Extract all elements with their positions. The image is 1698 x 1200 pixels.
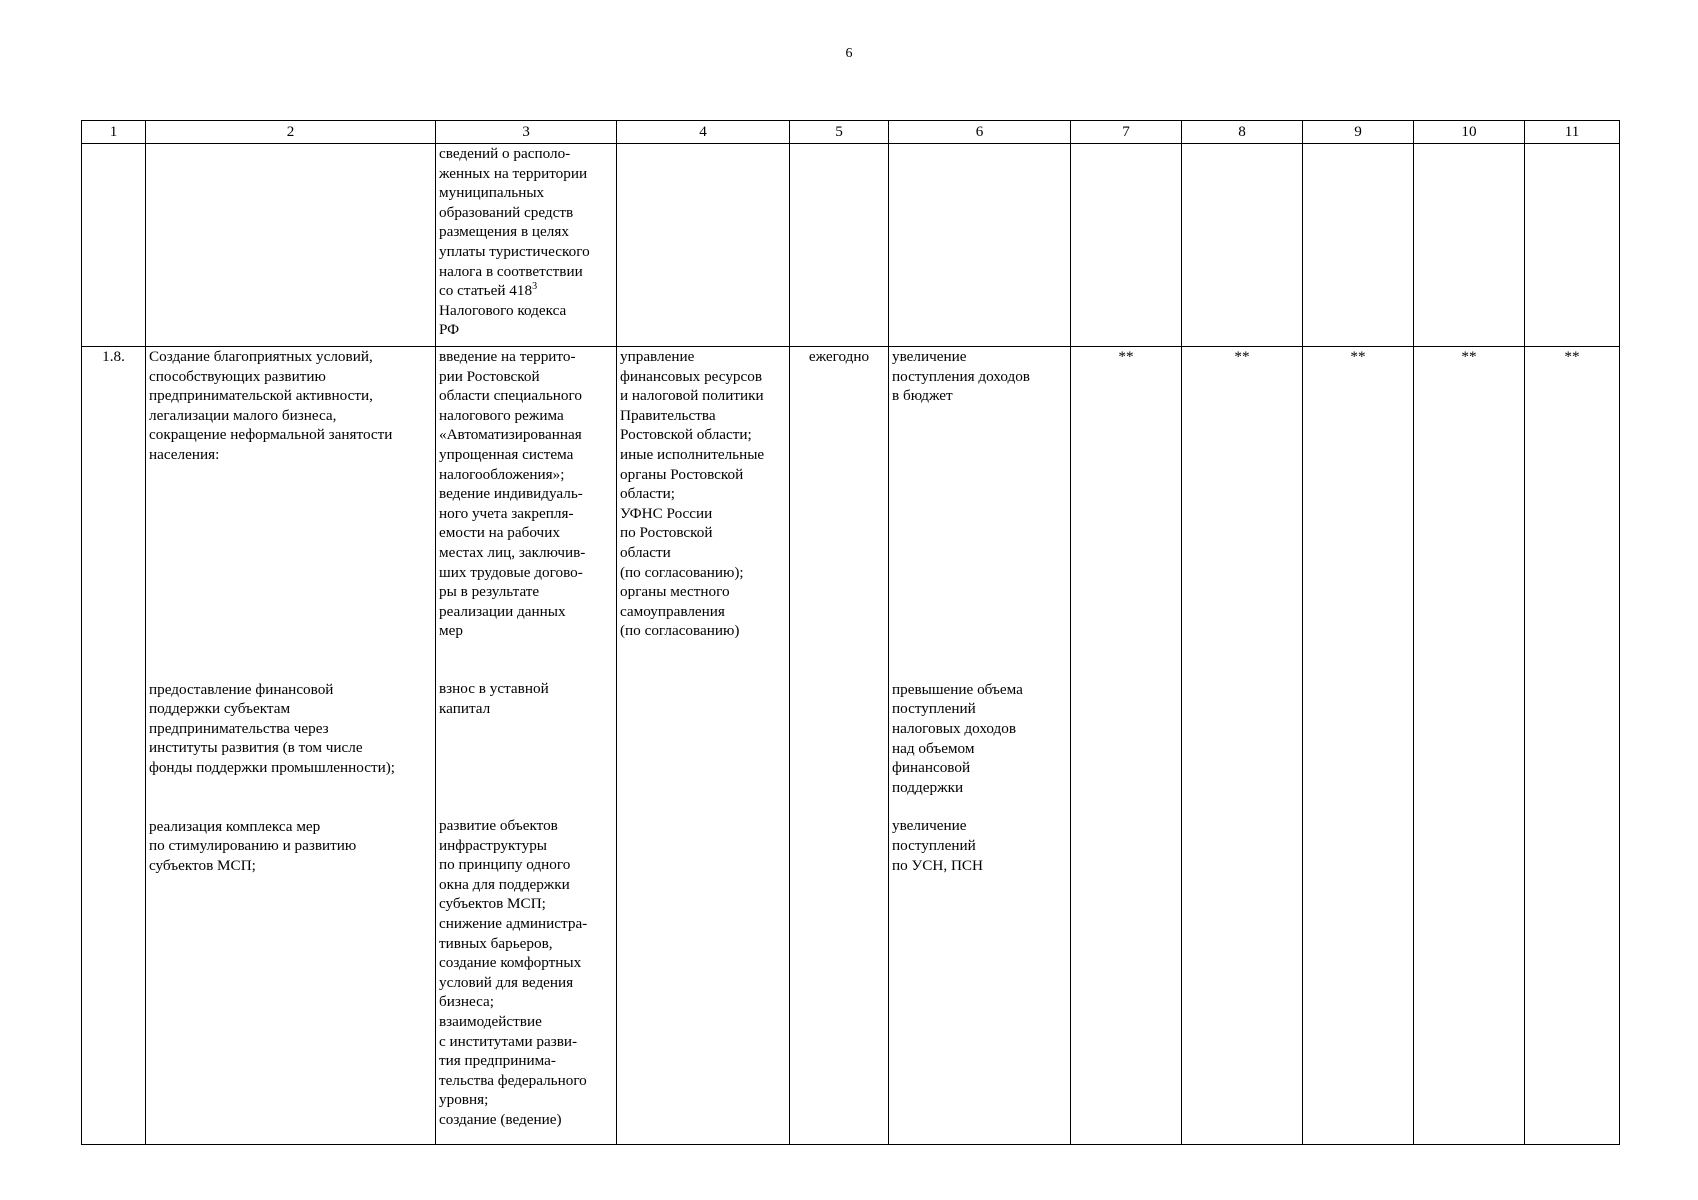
cell-responsible: управление финансовых ресурсов и налоговой политики Правительства Ростовской области; иные исполнительные органы Ростовской области; УФНС России по Ростовской области (по согласованию); органы местного самоуправления (по согласованию): [617, 347, 790, 1145]
header-col-11: 11: [1525, 121, 1620, 144]
header-col-8: 8: [1182, 121, 1303, 144]
cell-col7: **: [1071, 347, 1182, 1145]
mechanism-capital: взнос в уставной капитал: [439, 679, 549, 717]
header-col-4: 4: [617, 121, 790, 144]
row-number: 1.8.: [82, 347, 146, 1145]
superscript: 3: [532, 281, 538, 293]
cell-col9: **: [1303, 347, 1414, 1145]
cell-mechanism: [436, 347, 617, 1145]
cell: [889, 144, 1071, 347]
mechanism-main: введение на террито- рии Ростовской области специального налогового режима «Автоматизированная упрощенная система налогообложения»; ведение индивидуаль- ного учета закрепля- емости на рабочих местах лиц, заключив- ших трудовые догово- ры в результате реализации данных мер: [439, 348, 586, 640]
cell-measure: [146, 347, 436, 1145]
cell-col8: **: [1182, 347, 1303, 1145]
table-row-continuation: [82, 144, 1620, 347]
cell: [1182, 144, 1303, 347]
result-financial: превышение объема поступлений налоговых доходов над объемом финансовой поддержки: [892, 680, 1023, 796]
table-row-1-8: [82, 347, 1620, 1145]
col3-text-post: Налогового кодекса РФ: [439, 301, 567, 339]
header-col-9: 9: [1303, 121, 1414, 144]
measure-main: Создание благоприятных условий, способствующих развитию предпринимательской активности, легализации малого бизнеса, сокращение неформальной занятости населения:: [149, 348, 393, 463]
header-col-1: 1: [82, 121, 146, 144]
result-main: увеличение поступления доходов в бюджет: [892, 348, 1030, 405]
cell: [1071, 144, 1182, 347]
col3-text-pre: сведений о располо- женных на территории муниципальных образований средств размещения в целях уплаты туристического налога в соответствии со статьей 418: [439, 145, 590, 300]
result-usn: увеличение поступлений по УСН, ПСН: [892, 817, 984, 874]
header-col-6: 6: [889, 121, 1071, 144]
measure-msp: реализация комплекса мер по стимулированию и развитию субъектов МСП;: [149, 817, 357, 874]
cell: [790, 144, 889, 347]
cell: [1414, 144, 1525, 347]
page-number: 6: [845, 46, 853, 61]
mechanism-msp: развитие объектов инфраструктуры по принципу одного окна для поддержки субъектов МСП; снижение администра- тивных барьеров, создание комфортных условий для ведения бизнеса; взаимодействие с институтами разви- тия предпринима- тельства федерального уровня; создание (ведение): [439, 817, 588, 1128]
cell-col11: **: [1525, 347, 1620, 1145]
measures-table: [81, 120, 1620, 1145]
cell-period: ежегодно: [790, 347, 889, 1145]
cell: [1303, 144, 1414, 347]
header-row: [82, 121, 1620, 144]
cell-col10: **: [1414, 347, 1525, 1145]
cell: [146, 144, 436, 347]
header-col-3: 3: [436, 121, 617, 144]
measure-financial-support: предоставление финансовой поддержки субъектам предпринимательства через институты развития (в том числе фонды поддержки промышленности);: [149, 680, 396, 776]
header-col-10: 10: [1414, 121, 1525, 144]
cell-col3: [436, 144, 617, 347]
header-col-5: 5: [790, 121, 889, 144]
cell: [617, 144, 790, 347]
cell: [82, 144, 146, 347]
cell-result: [889, 347, 1071, 1145]
header-col-7: 7: [1071, 121, 1182, 144]
cell: [1525, 144, 1620, 347]
header-col-2: 2: [146, 121, 436, 144]
